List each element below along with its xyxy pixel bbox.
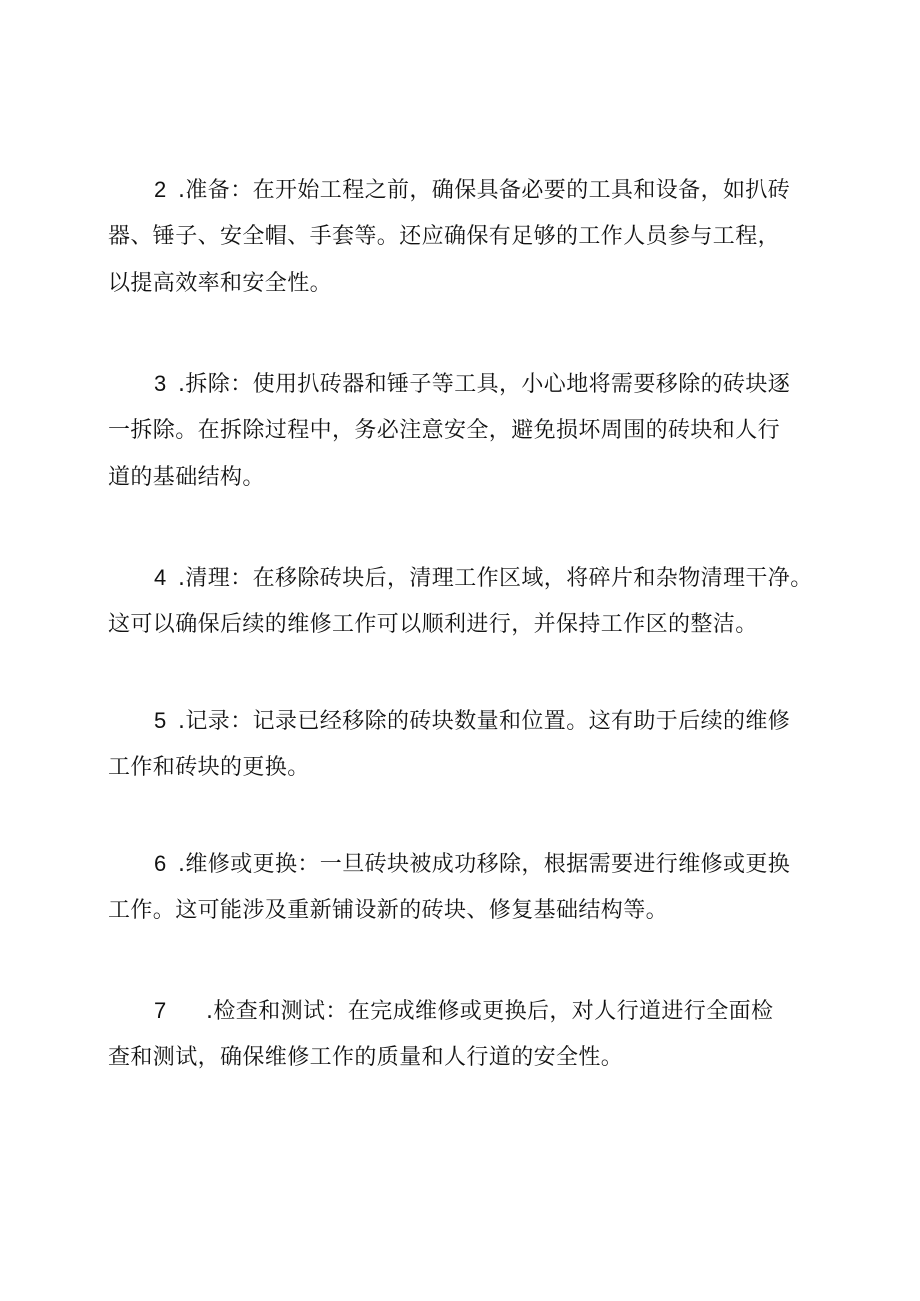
list-item-5 — [108, 697, 820, 791]
item-number: 5 — [154, 708, 167, 733]
item-number: 7 — [154, 998, 167, 1023]
item-text-line-2: 这可以确保后续的维修工作可以顺利进行，并保持工作区的整洁。 — [108, 612, 758, 637]
list-item-2 — [108, 166, 820, 307]
item-number: 4 — [154, 565, 167, 590]
list-item-6 — [108, 840, 820, 934]
list-item-7 — [108, 987, 820, 1081]
item-text-line-3: 以提高效率和安全性。 — [108, 271, 333, 296]
item-text-line-1: .维修或更换：一旦砖块被成功移除，根据需要进行维修或更换 — [178, 852, 791, 877]
item-text-line-2: 查和测试，确保维修工作的质量和人行道的安全性。 — [108, 1045, 624, 1070]
item-number: 3 — [154, 371, 167, 396]
item-text-line-2: 器、锤子、安全帽、手套等。还应确保有足够的工作人员参与工程， — [108, 224, 781, 249]
item-text-line-2: 工作。这可能涉及重新铺设新的砖块、修复基础结构等。 — [108, 898, 669, 923]
item-text-line-1: .清理：在移除砖块后，清理工作区域，将碎片和杂物清理干净。 — [178, 566, 813, 591]
item-text-line-2: 一拆除。在拆除过程中，务必注意安全，避免损坏周围的砖块和人行 — [108, 418, 781, 443]
item-number: 2 — [154, 177, 167, 202]
item-text-line-1: .准备：在开始工程之前，确保具备必要的工具和设备，如扒砖 — [178, 178, 791, 203]
item-text-line-1: .检查和测试：在完成维修或更换后，对人行道进行全面检 — [206, 999, 774, 1024]
list-item-4 — [108, 554, 820, 648]
item-number: 6 — [154, 851, 167, 876]
item-text-line-1: .拆除：使用扒砖器和锤子等工具，小心地将需要移除的砖块逐 — [178, 372, 791, 397]
item-text-line-2: 工作和砖块的更换。 — [108, 755, 310, 780]
list-item-3 — [108, 360, 820, 501]
item-text-line-3: 道的基础结构。 — [108, 465, 265, 490]
item-text-line-1: .记录：记录已经移除的砖块数量和位置。这有助于后续的维修 — [178, 709, 791, 734]
